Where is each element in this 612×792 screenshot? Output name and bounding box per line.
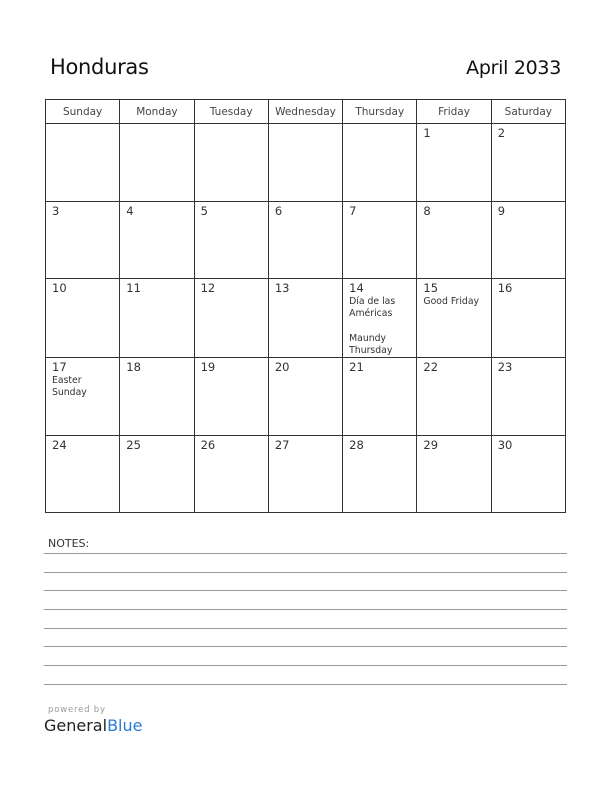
day-cell bbox=[491, 435, 565, 513]
day-number: 5 bbox=[200, 203, 208, 218]
day-number: 11 bbox=[126, 281, 141, 296]
day-number: 8 bbox=[423, 203, 431, 218]
day-number: 20 bbox=[274, 360, 290, 375]
day-number: 7 bbox=[349, 203, 357, 218]
day-cell bbox=[46, 358, 120, 436]
note-line bbox=[44, 553, 567, 554]
day-cell bbox=[194, 124, 268, 202]
week-row bbox=[46, 435, 566, 513]
day-cell bbox=[120, 358, 194, 436]
day-number: 28 bbox=[349, 437, 364, 452]
day-number: 25 bbox=[126, 437, 141, 452]
day-number: 10 bbox=[52, 281, 67, 296]
brand-general: General bbox=[44, 716, 108, 735]
holiday-label: Día de las Américas bbox=[349, 296, 396, 320]
day-cell bbox=[417, 201, 491, 279]
day-cell bbox=[268, 435, 342, 513]
note-line bbox=[44, 628, 567, 629]
note-line bbox=[44, 665, 567, 666]
day-number: 13 bbox=[274, 281, 290, 296]
day-number: 9 bbox=[497, 203, 506, 218]
weekday-header: Friday bbox=[417, 100, 491, 124]
day-number: 12 bbox=[200, 281, 216, 296]
holiday-label: Maundy Thursday bbox=[349, 333, 393, 357]
week-row bbox=[46, 201, 566, 279]
day-number: 4 bbox=[126, 203, 134, 218]
day-number: 15 bbox=[423, 281, 439, 296]
week-row bbox=[46, 279, 566, 358]
weekday-header: Sunday bbox=[46, 100, 120, 124]
holiday-label: Good Friday bbox=[423, 296, 480, 308]
day-number: 2 bbox=[497, 126, 506, 140]
day-number: 30 bbox=[497, 437, 513, 452]
day-number: 29 bbox=[423, 437, 439, 452]
country-title: Honduras bbox=[50, 55, 149, 79]
day-number: 14 bbox=[349, 281, 364, 296]
holiday-label: Easter Sunday bbox=[52, 375, 87, 399]
day-cell bbox=[194, 201, 268, 279]
note-line bbox=[44, 684, 567, 685]
day-cell bbox=[343, 124, 417, 202]
day-cell bbox=[120, 435, 194, 513]
day-cell bbox=[417, 124, 491, 202]
day-number: 27 bbox=[274, 437, 290, 452]
day-cell bbox=[417, 279, 491, 358]
day-cell bbox=[491, 358, 565, 436]
note-line bbox=[44, 572, 567, 573]
weekday-header: Saturday bbox=[491, 100, 565, 124]
note-line bbox=[44, 646, 567, 647]
day-cell bbox=[120, 124, 194, 202]
day-number: 1 bbox=[423, 126, 431, 140]
day-number: 3 bbox=[52, 203, 60, 218]
weekday-header: Thursday bbox=[343, 100, 417, 124]
day-cell bbox=[343, 201, 417, 279]
day-number: 19 bbox=[200, 360, 216, 375]
day-cell bbox=[268, 201, 342, 279]
week-row bbox=[46, 124, 566, 202]
day-cell bbox=[120, 201, 194, 279]
calendar-grid bbox=[45, 99, 566, 513]
day-cell bbox=[268, 124, 342, 202]
notes-label: NOTES: bbox=[48, 537, 90, 550]
powered-by-text: powered by bbox=[48, 705, 106, 715]
day-cell bbox=[268, 358, 342, 436]
weekday-header: Monday bbox=[120, 100, 194, 124]
day-number: 26 bbox=[200, 437, 216, 452]
day-cell bbox=[46, 279, 120, 358]
day-cell bbox=[343, 358, 417, 436]
day-cell bbox=[120, 279, 194, 358]
day-cell bbox=[417, 435, 491, 513]
day-number: 24 bbox=[52, 437, 67, 452]
day-number: 23 bbox=[497, 360, 513, 375]
week-row bbox=[46, 358, 566, 436]
weekday-header: Wednesday bbox=[268, 100, 342, 124]
month-year-title: April 2033 bbox=[466, 57, 561, 79]
day-cell bbox=[46, 124, 120, 202]
day-cell bbox=[491, 279, 565, 358]
day-cell bbox=[491, 201, 565, 279]
day-cell bbox=[343, 435, 417, 513]
day-number: 6 bbox=[274, 203, 283, 218]
note-line bbox=[44, 590, 567, 591]
note-line bbox=[44, 609, 567, 610]
day-cell bbox=[46, 201, 120, 279]
weekday-header: Tuesday bbox=[194, 100, 268, 124]
day-number: 22 bbox=[423, 360, 439, 375]
day-cell bbox=[194, 279, 268, 358]
day-number: 16 bbox=[497, 281, 513, 296]
day-number: 21 bbox=[349, 360, 364, 375]
day-cell bbox=[268, 279, 342, 358]
day-cell bbox=[194, 358, 268, 436]
day-number: 17 bbox=[52, 360, 67, 375]
brand-logo bbox=[44, 716, 142, 735]
day-cell bbox=[46, 435, 120, 513]
weekday-header-row bbox=[46, 100, 566, 124]
day-cell bbox=[194, 435, 268, 513]
day-number: 18 bbox=[126, 360, 141, 375]
day-cell bbox=[417, 358, 491, 436]
brand-blue: Blue bbox=[107, 716, 143, 735]
day-cell bbox=[343, 279, 417, 358]
day-cell bbox=[491, 124, 565, 202]
